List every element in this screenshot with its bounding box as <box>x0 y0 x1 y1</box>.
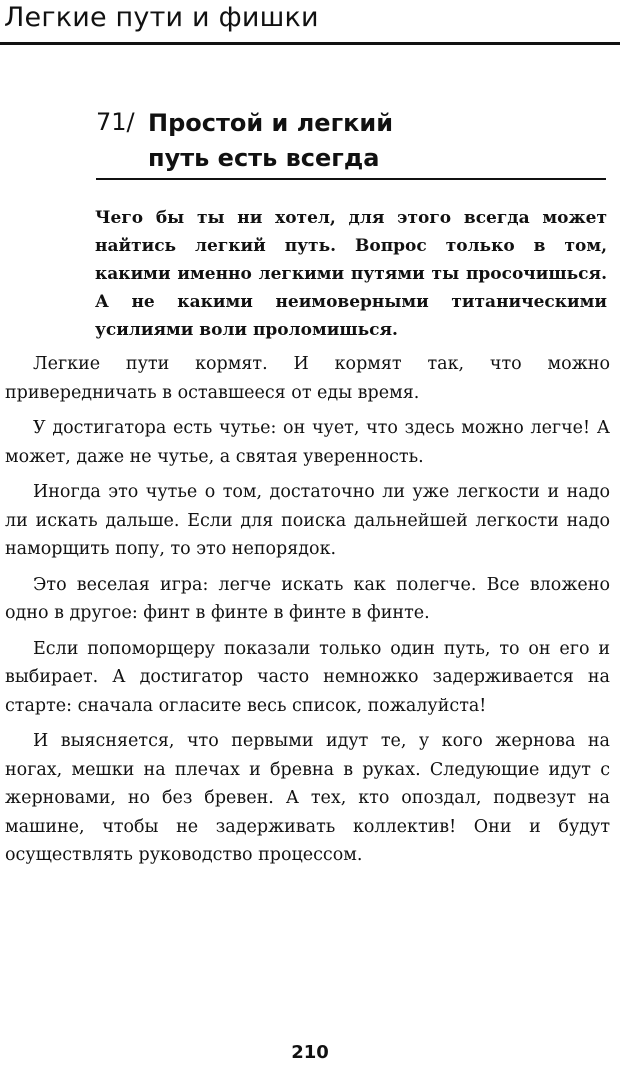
paragraph: У достигатора есть чутье: он чует, что здесь можно легче! А может, даже не чутье, а святая уверенность. <box>5 418 610 467</box>
header-rule <box>0 42 620 45</box>
chapter-number: 71/ <box>96 108 135 136</box>
paragraph: Это веселая игра: легче искать как полегче. Все вложено одно в другое: финт в финте в финте в финте. <box>5 574 610 623</box>
page-number: 210 <box>291 1042 329 1063</box>
chapter-title-line-1: Простой и легкий <box>148 109 394 137</box>
title-rule <box>96 178 606 180</box>
lead-paragraph: Чего бы ты ни хотел, для этого всегда может найтись легкий путь. Вопрос только в том, какими именно легкими путями ты просочишься. А не какими неимоверными титаническими усилиями воли проломишься. <box>95 208 607 340</box>
paragraph: Если попоморщеру показали только один путь, то он его и выбирает. А достигатор часто немножко задерживается на старте: сначала огласите весь список, пожалуйста! <box>5 638 610 716</box>
running-head: Легкие пути и фишки <box>4 2 319 33</box>
body-text <box>5 350 610 877</box>
chapter-title <box>148 106 393 176</box>
paragraph: Легкие пути кормят. И кормят так, что можно привередничать в оставшееся от еды время. <box>5 354 610 403</box>
paragraph: Иногда это чутье о том, достаточно ли уже легкости и надо ли искать дальше. Если для поиска дальнейшей легкости надо наморщить попу, то это непорядок. <box>5 482 610 559</box>
paragraph: И выясняется, что первыми идут те, у кого жернова на ногах, мешки на плечах и бревна в руках. Следующие идут с жерновами, но без бревен. А тех, кто опоздал, подвезут на машине, чтобы не задерживать коллектив! Они и будут осуществлять руководство процессом. <box>5 731 610 865</box>
chapter-title-line-2: путь есть всегда <box>148 144 380 172</box>
